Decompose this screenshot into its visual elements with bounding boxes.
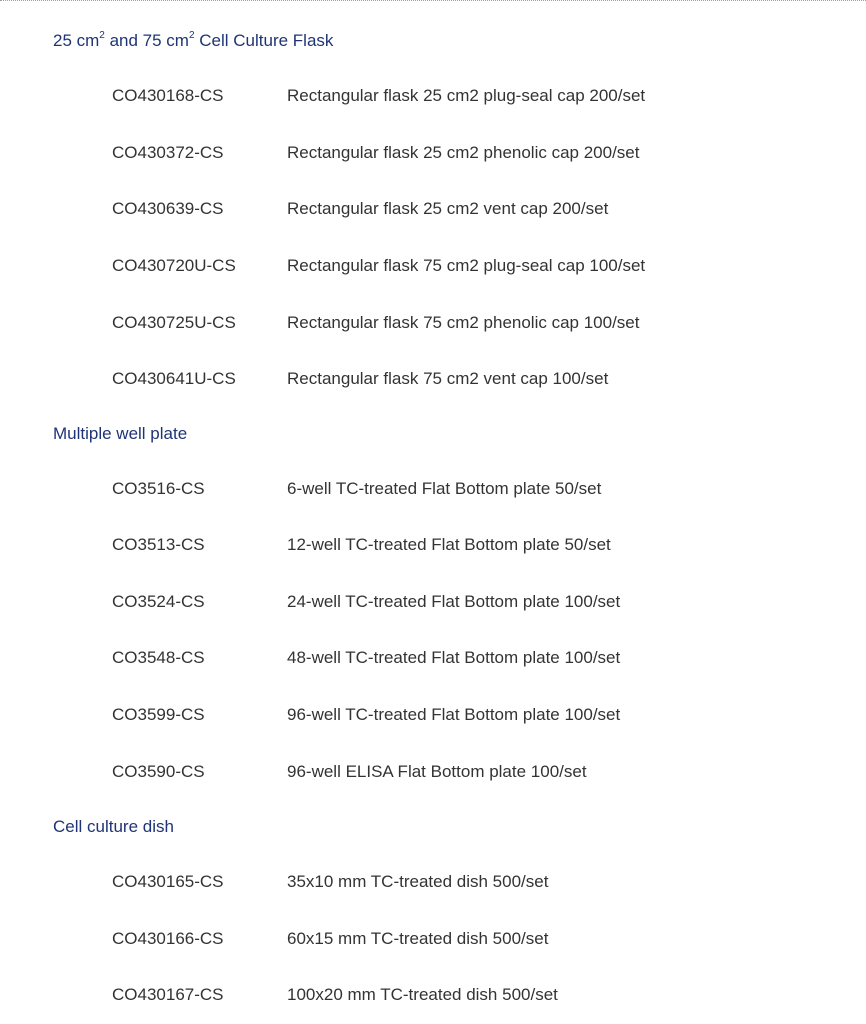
- product-description: Rectangular flask 75 cm2 plug-seal cap 100/set: [287, 256, 646, 275]
- product-code: CO3599-CS: [112, 705, 205, 724]
- product-row: [0, 312, 866, 334]
- product-row: [0, 591, 866, 613]
- product-code: CO430167-CS: [112, 985, 224, 1004]
- product-row: [0, 142, 866, 164]
- product-code: CO3548-CS: [112, 648, 205, 667]
- product-description: 60x15 mm TC-treated dish 500/set: [287, 929, 549, 948]
- product-description: Rectangular flask 25 cm2 plug-seal cap 200/set: [287, 86, 646, 105]
- product-code: CO430168-CS: [112, 86, 224, 105]
- product-code: CO430372-CS: [112, 143, 224, 162]
- product-row: [0, 704, 866, 726]
- product-row: [0, 647, 866, 669]
- product-code: CO3513-CS: [112, 535, 205, 554]
- product-row: [0, 534, 866, 556]
- product-code: CO430725U-CS: [112, 313, 236, 332]
- product-row: [0, 928, 866, 950]
- product-code: CO430165-CS: [112, 872, 224, 891]
- top-dotted-rule: [0, 0, 866, 1]
- product-description: Rectangular flask 25 cm2 phenolic cap 200/set: [287, 143, 640, 162]
- product-row: [0, 478, 866, 500]
- product-description: 6-well TC-treated Flat Bottom plate 50/set: [287, 479, 602, 498]
- product-description: 96-well TC-treated Flat Bottom plate 100/set: [287, 705, 621, 724]
- product-code: CO430166-CS: [112, 929, 224, 948]
- product-code: CO430720U-CS: [112, 256, 236, 275]
- product-row: [0, 85, 866, 107]
- product-row: [0, 198, 866, 220]
- product-code: CO3524-CS: [112, 592, 205, 611]
- section-title-cell-culture-dish: Cell culture dish: [53, 817, 174, 836]
- product-description: 24-well TC-treated Flat Bottom plate 100/set: [287, 592, 621, 611]
- product-row: [0, 368, 866, 390]
- product-description: Rectangular flask 75 cm2 vent cap 100/set: [287, 369, 609, 388]
- product-row: [0, 984, 866, 1006]
- section-title-cell-culture-flask: 25 $cm^2$ and 75 $cm^2$ Cell Culture Flask: [53, 30, 334, 50]
- product-description: Rectangular flask 25 cm2 vent cap 200/set: [287, 199, 609, 218]
- product-description: 12-well TC-treated Flat Bottom plate 50/set: [287, 535, 611, 554]
- product-code: CO430639-CS: [112, 199, 224, 218]
- product-description: Rectangular flask 75 cm2 phenolic cap 100/set: [287, 313, 640, 332]
- product-description: 96-well ELISA Flat Bottom plate 100/set: [287, 762, 587, 781]
- product-description: 48-well TC-treated Flat Bottom plate 100/set: [287, 648, 621, 667]
- product-description: 35x10 mm TC-treated dish 500/set: [287, 872, 549, 891]
- section-title-multiple-well-plate: Multiple well plate: [53, 424, 188, 443]
- product-row: [0, 761, 866, 783]
- product-code: CO3516-CS: [112, 479, 205, 498]
- product-description: 100x20 mm TC-treated dish 500/set: [287, 985, 558, 1004]
- product-row: [0, 871, 866, 893]
- product-row: [0, 255, 866, 277]
- product-code: CO3590-CS: [112, 762, 205, 781]
- product-code: CO430641U-CS: [112, 369, 236, 388]
